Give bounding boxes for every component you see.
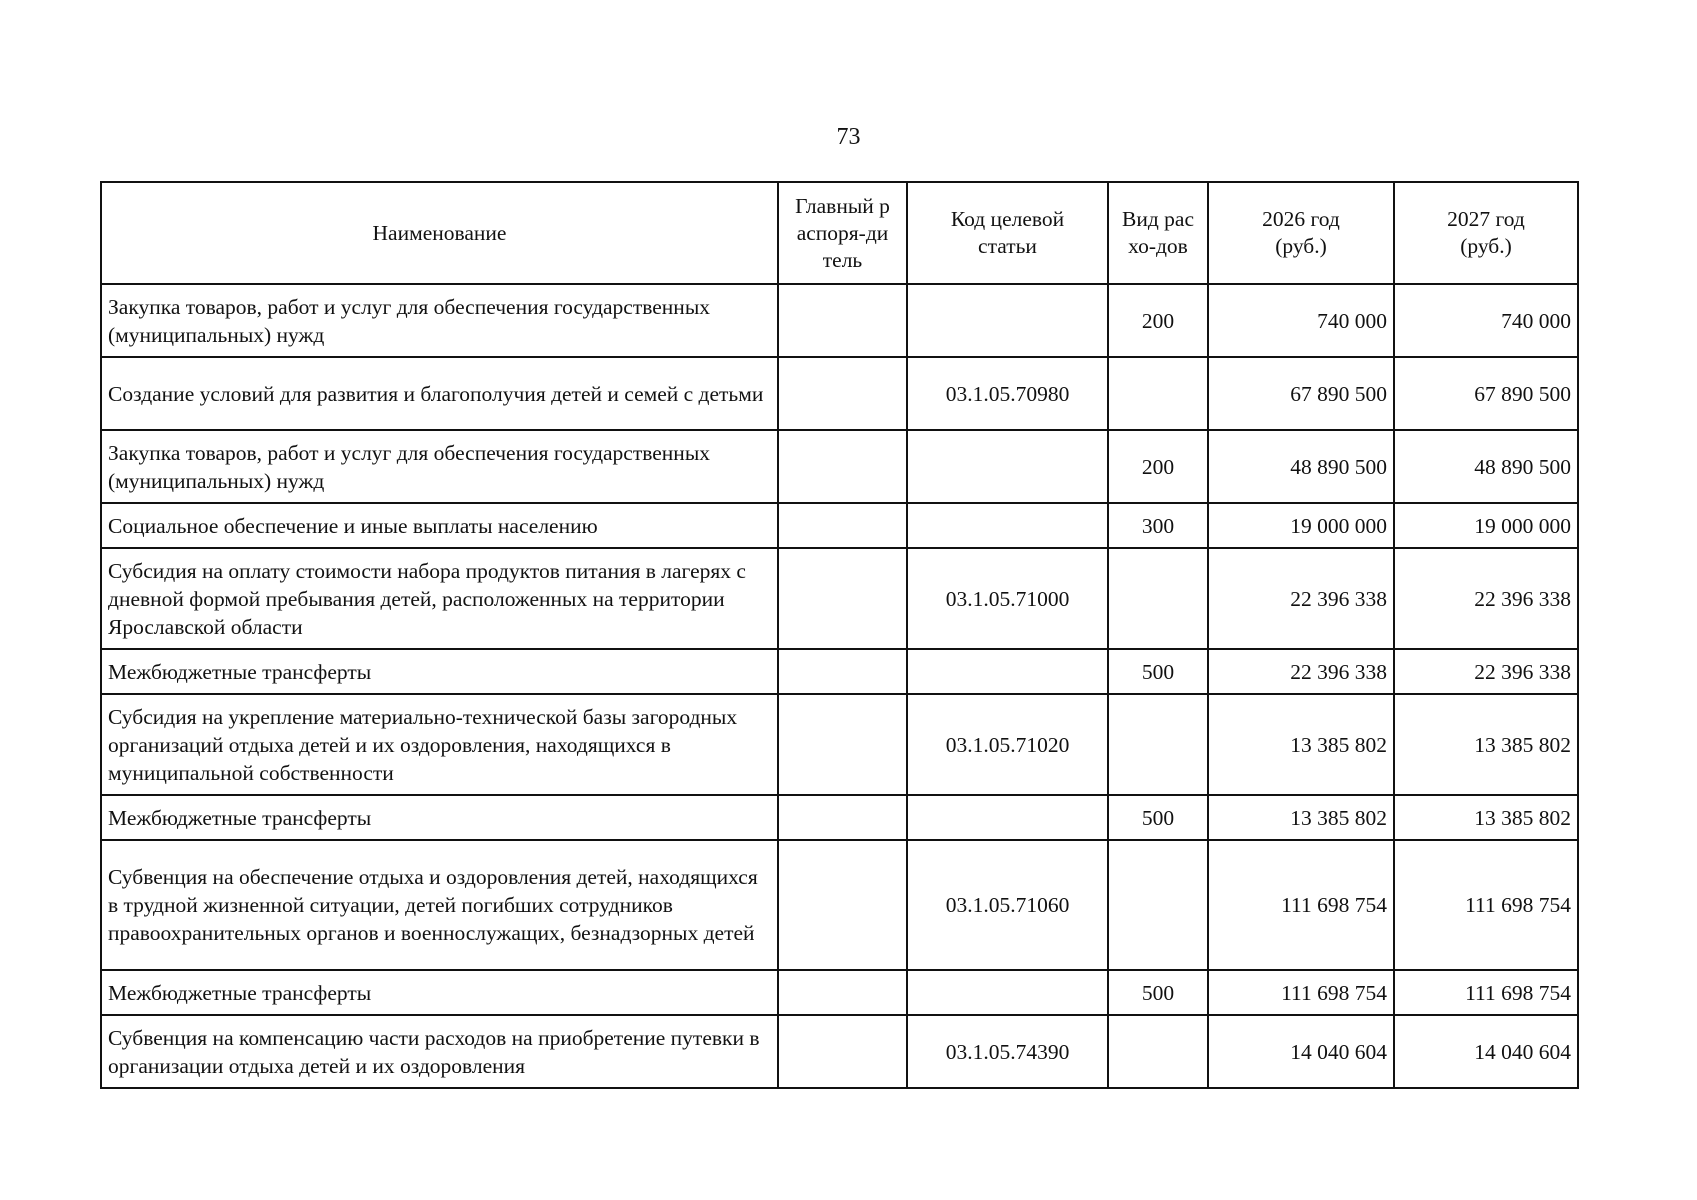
table-row (101, 840, 1578, 970)
row-type: 500 (1108, 795, 1208, 840)
header-year-2026-label: 2026 год (руб.) (1262, 207, 1340, 258)
header-name: Наименование (101, 182, 778, 284)
row-2026: 111 698 754 (1208, 970, 1394, 1015)
table-row (101, 694, 1578, 795)
row-2027: 13 385 802 (1394, 694, 1578, 795)
row-code: 03.1.05.74390 (907, 1015, 1108, 1088)
row-2027: 14 040 604 (1394, 1015, 1578, 1088)
row-code (907, 503, 1108, 548)
row-type (1108, 1015, 1208, 1088)
header-target-code-label: Код целевой статьи (950, 207, 1065, 258)
row-name: Создание условий для развития и благополучия детей и семей с детьми (101, 357, 778, 430)
header-expense-type (1108, 182, 1208, 284)
row-code (907, 970, 1108, 1015)
row-2026: 22 396 338 (1208, 649, 1394, 694)
row-code (907, 284, 1108, 357)
row-code (907, 430, 1108, 503)
row-2026: 14 040 604 (1208, 1015, 1394, 1088)
table-header-row (101, 182, 1578, 284)
row-name: Социальное обеспечение и иные выплаты населению (101, 503, 778, 548)
table-row (101, 970, 1578, 1015)
row-2026: 67 890 500 (1208, 357, 1394, 430)
table-row (101, 548, 1578, 649)
header-expense-type-label: Вид расхо-дов (1122, 207, 1194, 258)
row-admin (778, 795, 907, 840)
row-code: 03.1.05.71020 (907, 694, 1108, 795)
row-type (1108, 357, 1208, 430)
row-name: Межбюджетные трансферты (101, 970, 778, 1015)
row-2027: 13 385 802 (1394, 795, 1578, 840)
row-2027: 111 698 754 (1394, 840, 1578, 970)
table-row (101, 284, 1578, 357)
row-name: Субсидия на укрепление материально-технической базы загородных организаций отдыха детей и их оздоровления, находящихся в муниципальной собственности (101, 694, 778, 795)
row-type (1108, 548, 1208, 649)
row-name: Межбюджетные трансферты (101, 795, 778, 840)
budget-table (100, 181, 1579, 1089)
row-2027: 22 396 338 (1394, 548, 1578, 649)
header-year-2027 (1394, 182, 1578, 284)
row-code (907, 795, 1108, 840)
row-2027: 67 890 500 (1394, 357, 1578, 430)
row-name: Субвенция на обеспечение отдыха и оздоровления детей, находящихся в трудной жизненной ситуации, детей погибших сотрудников правоохранительных органов и военнослужащих, безнадзорных детей (101, 840, 778, 970)
row-2027: 48 890 500 (1394, 430, 1578, 503)
row-2026: 13 385 802 (1208, 694, 1394, 795)
row-type: 300 (1108, 503, 1208, 548)
row-admin (778, 430, 907, 503)
header-main-administrator (778, 182, 907, 284)
row-name: Закупка товаров, работ и услуг для обеспечения государственных (муниципальных) нужд (101, 284, 778, 357)
page-number: 73 (836, 124, 861, 150)
row-2026: 19 000 000 (1208, 503, 1394, 548)
row-type (1108, 694, 1208, 795)
row-name: Субсидия на оплату стоимости набора продуктов питания в лагерях с дневной формой пребывания детей, расположенных на территории Ярославской области (101, 548, 778, 649)
table-row (101, 357, 1578, 430)
row-admin (778, 548, 907, 649)
header-year-2026 (1208, 182, 1394, 284)
row-2026: 111 698 754 (1208, 840, 1394, 970)
row-2026: 22 396 338 (1208, 548, 1394, 649)
row-type (1108, 840, 1208, 970)
row-name: Субвенция на компенсацию части расходов на приобретение путевки в организации отдыха детей и их оздоровления (101, 1015, 778, 1088)
row-code: 03.1.05.71000 (907, 548, 1108, 649)
row-admin (778, 649, 907, 694)
row-name: Закупка товаров, работ и услуг для обеспечения государственных (муниципальных) нужд (101, 430, 778, 503)
row-type: 200 (1108, 430, 1208, 503)
row-admin (778, 357, 907, 430)
table-row (101, 503, 1578, 548)
row-2027: 740 000 (1394, 284, 1578, 357)
row-admin (778, 503, 907, 548)
header-main-administrator-label: Главный распоря-дитель (795, 193, 890, 272)
table-row (101, 795, 1578, 840)
row-2026: 48 890 500 (1208, 430, 1394, 503)
header-year-2027-label: 2027 год (руб.) (1447, 207, 1525, 258)
table-row (101, 1015, 1578, 1088)
row-admin (778, 694, 907, 795)
table-row (101, 649, 1578, 694)
row-code: 03.1.05.71060 (907, 840, 1108, 970)
row-code (907, 649, 1108, 694)
row-2027: 22 396 338 (1394, 649, 1578, 694)
table-row (101, 430, 1578, 503)
row-name: Межбюджетные трансферты (101, 649, 778, 694)
row-2027: 111 698 754 (1394, 970, 1578, 1015)
header-target-code (907, 182, 1108, 284)
row-2026: 13 385 802 (1208, 795, 1394, 840)
row-type: 500 (1108, 649, 1208, 694)
row-admin (778, 284, 907, 357)
row-admin (778, 970, 907, 1015)
row-admin (778, 1015, 907, 1088)
row-type: 500 (1108, 970, 1208, 1015)
row-code: 03.1.05.70980 (907, 357, 1108, 430)
row-admin (778, 840, 907, 970)
row-2026: 740 000 (1208, 284, 1394, 357)
row-type: 200 (1108, 284, 1208, 357)
row-2027: 19 000 000 (1394, 503, 1578, 548)
